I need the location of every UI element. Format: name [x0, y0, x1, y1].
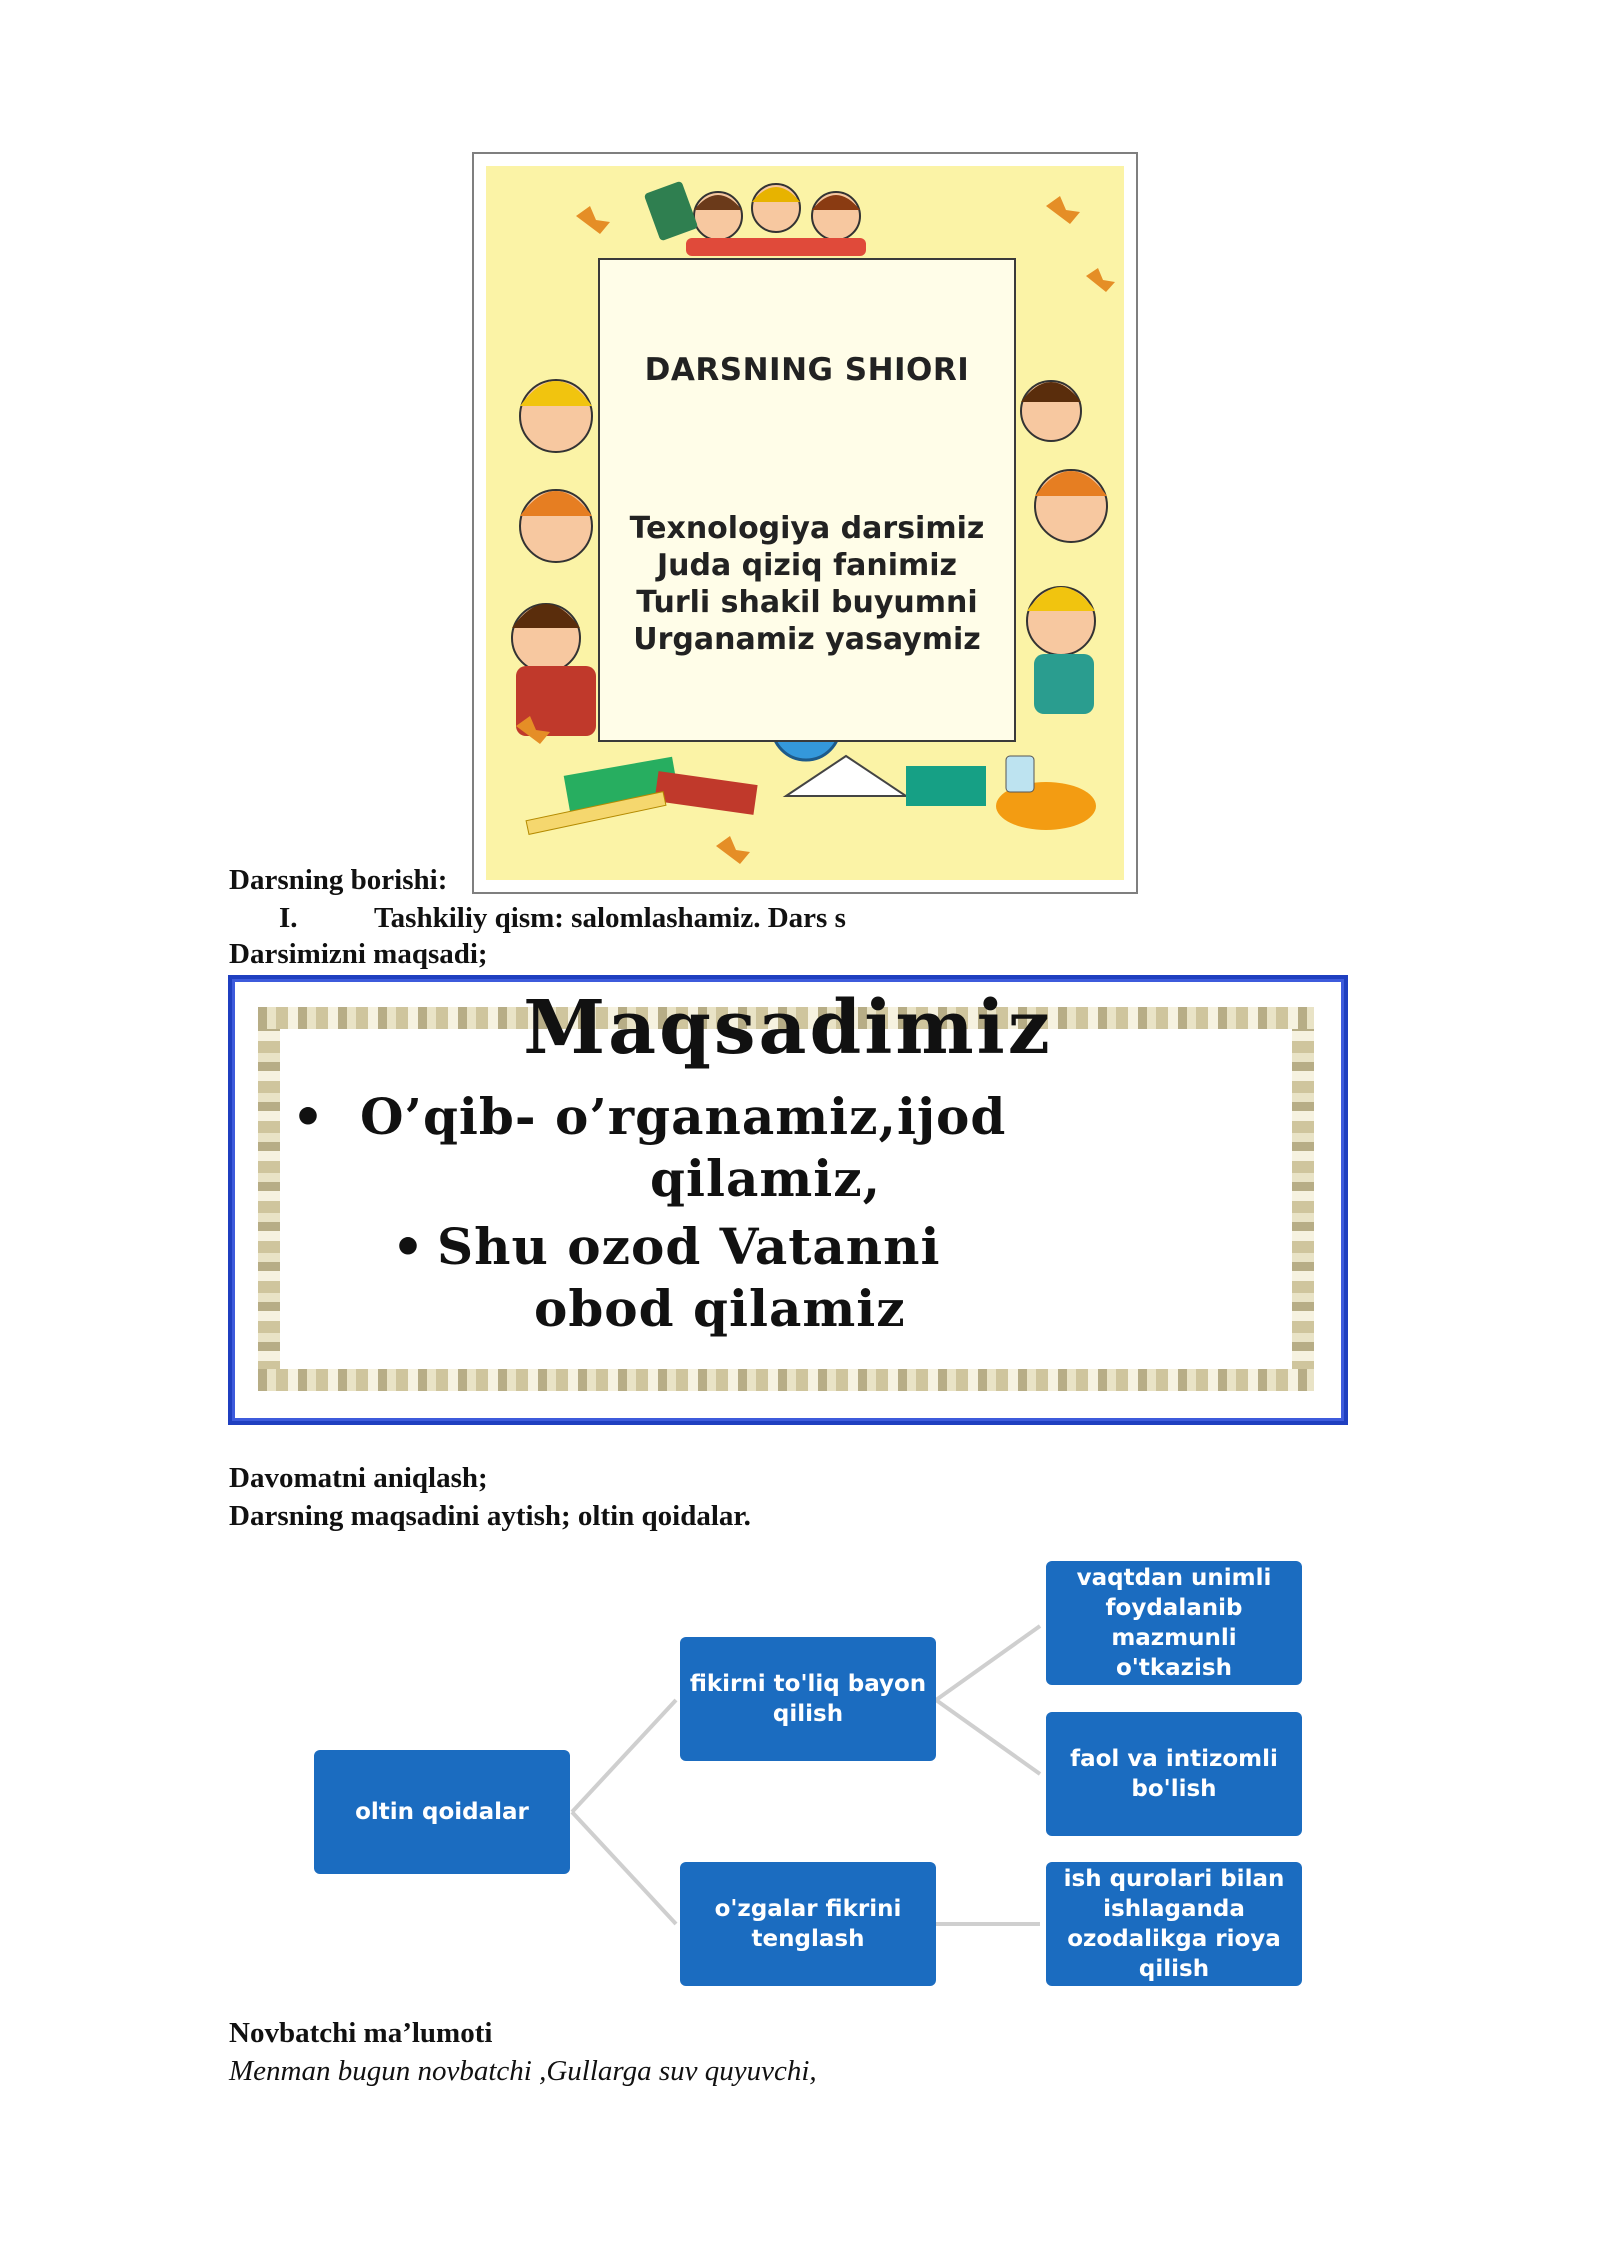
bullet-marker: • [292, 1087, 325, 1146]
lesson-heading: Darsning borishi: [229, 864, 448, 896]
connector-line [572, 1700, 676, 1812]
diagram-root-node: oltin qoidalar [314, 1750, 570, 1874]
diagram-leaf-1: vaqtdan unimli foydalanib mazmunli o'tkazish [1046, 1561, 1302, 1685]
bullet-marker: • [392, 1217, 425, 1276]
attendance-line: Davomatni aniqlash; [229, 1462, 488, 1494]
diagram-leaf-3: ish qurolari bilan ishlaganda ozodalikga rioya qilish [1046, 1862, 1302, 1986]
purpose-line: Darsning maqsadini aytish; oltin qoidalar. [229, 1500, 751, 1532]
connector-line [936, 1626, 1040, 1700]
duty-text: Menman bugun novbatchi ,Gullarga suv quyuvchi, [229, 2055, 817, 2087]
banner-title: Maqsadimiz [523, 985, 1053, 1071]
list-item-text: Tashkiliy qism: salomlashamiz. Dars s [374, 902, 846, 934]
poem-line: Turli shakil buyumni [636, 585, 978, 620]
diagram-leaf-2: faol va intizomli bo'lish [1046, 1712, 1302, 1836]
purpose-label: Darsimizni maqsadi; [229, 938, 488, 970]
connector-line [572, 1812, 676, 1924]
poem-line: Texnologiya darsimiz [629, 511, 985, 546]
banner-line-4: obod qilamiz [534, 1279, 906, 1338]
poem-line: Juda qiziq fanimiz [656, 548, 958, 583]
diagram-branch-top: fikirni to'liq bayon qilish [680, 1637, 936, 1761]
banner-line-1: O’qib- o’rganamiz,ijod [360, 1087, 1007, 1146]
poem-line: Urganamiz yasaymiz [633, 622, 981, 657]
list-numeral: I. [279, 902, 298, 934]
connector-line [936, 1700, 1040, 1774]
banner-line-3: Shu ozod Vatanni [437, 1217, 941, 1276]
duty-heading: Novbatchi ma’lumoti [229, 2017, 493, 2049]
diagram-branch-bottom: o'zgalar fikrini tenglash [680, 1862, 936, 1986]
poster-title: DARSNING SHIORI [644, 352, 970, 388]
banner-line-2: qilamiz, [650, 1149, 882, 1208]
